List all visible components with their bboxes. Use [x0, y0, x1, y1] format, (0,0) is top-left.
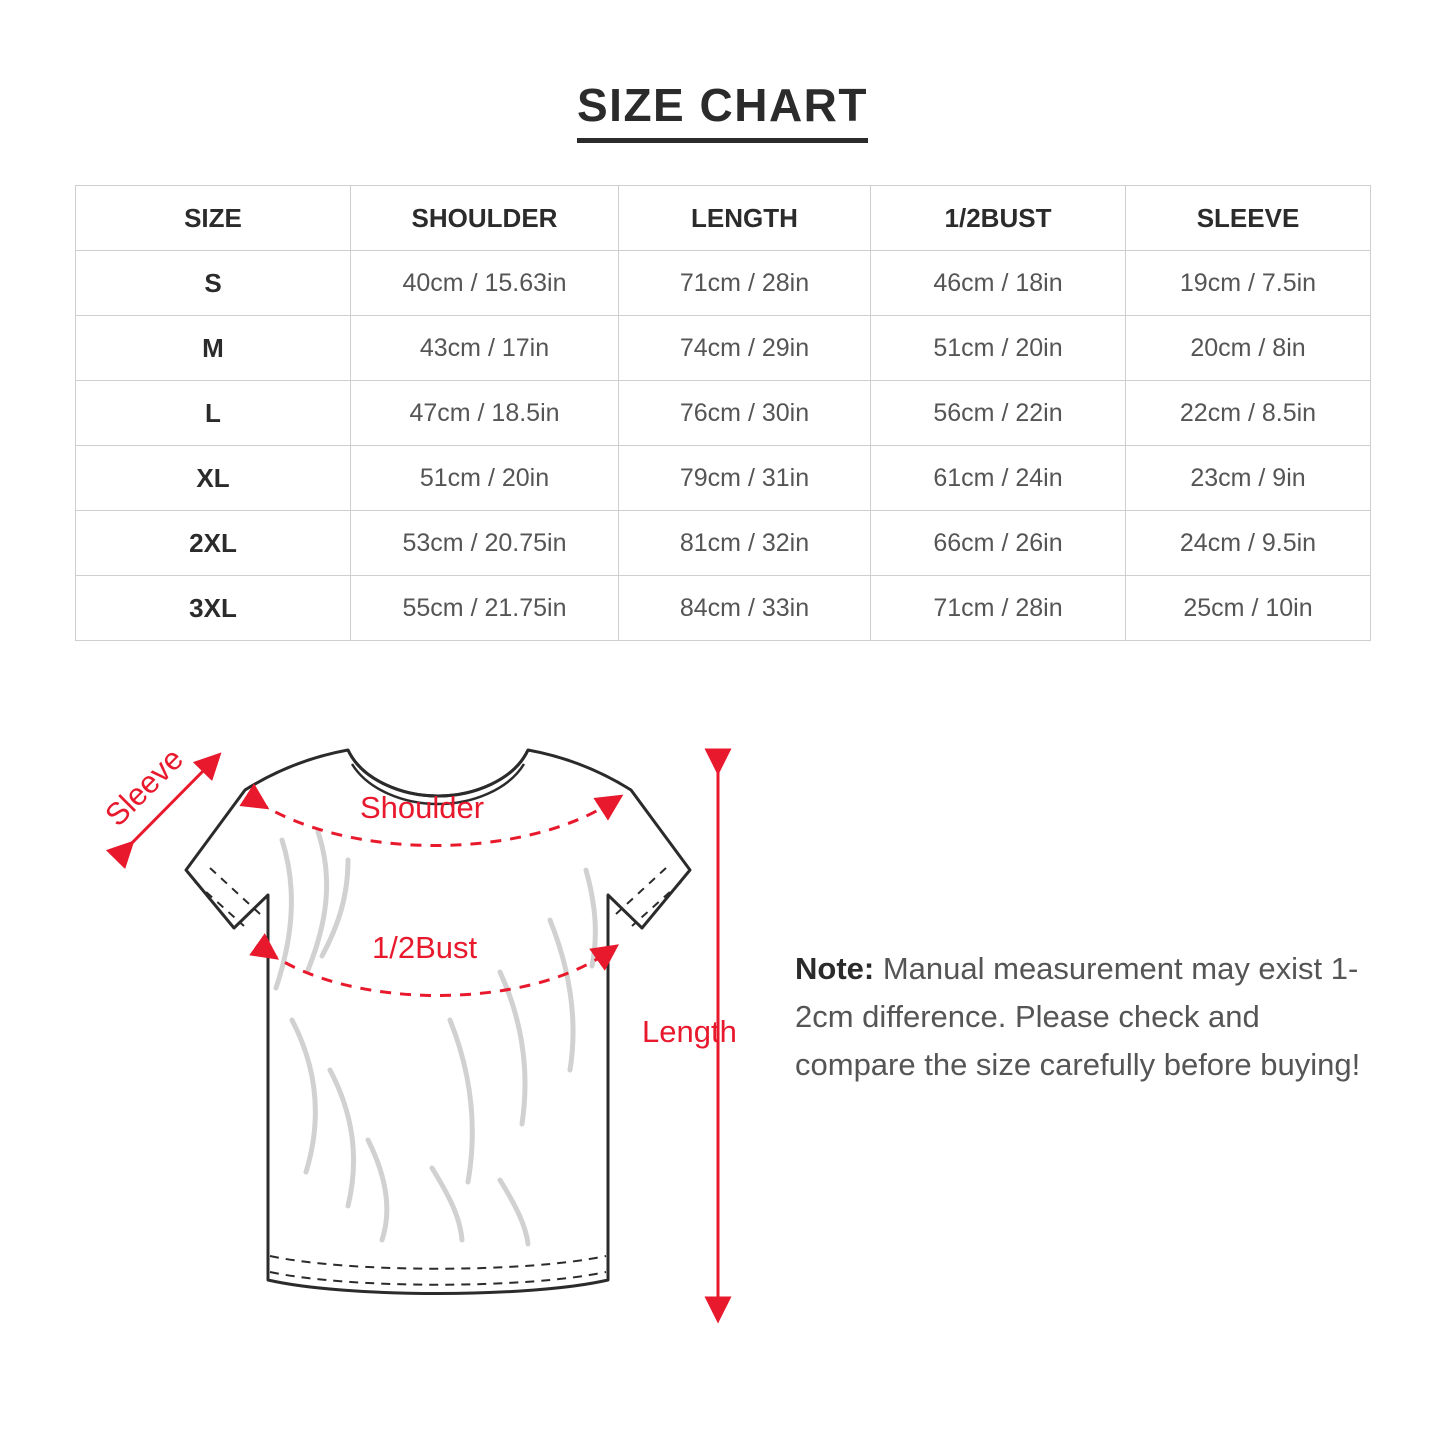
cell-sleeve: 24cm / 9.5in — [1126, 511, 1371, 576]
column-header-sleeve: SLEEVE — [1126, 186, 1371, 251]
column-header-shoulder: SHOULDER — [351, 186, 619, 251]
cell-length: 76cm / 30in — [619, 381, 871, 446]
cell-length: 81cm / 32in — [619, 511, 871, 576]
half-bust-label: 1/2Bust — [372, 930, 478, 965]
cell-size: XL — [76, 446, 351, 511]
cell-sleeve: 20cm / 8in — [1126, 316, 1371, 381]
cell-size: 3XL — [76, 576, 351, 641]
cell-half-bust: 66cm / 26in — [871, 511, 1126, 576]
cell-half-bust: 46cm / 18in — [871, 251, 1126, 316]
table-row — [76, 251, 1371, 316]
column-header-half-bust: 1/2BUST — [871, 186, 1126, 251]
cell-shoulder: 47cm / 18.5in — [351, 381, 619, 446]
cell-size: S — [76, 251, 351, 316]
cell-sleeve: 22cm / 8.5in — [1126, 381, 1371, 446]
note-body: Manual measurement may exist 1-2cm difference. Please check and compare the size carefully before buying! — [795, 951, 1361, 1083]
cell-shoulder: 53cm / 20.75in — [351, 511, 619, 576]
cell-half-bust: 51cm / 20in — [871, 316, 1126, 381]
size-chart-table-container — [75, 185, 1370, 641]
column-header-size: SIZE — [76, 186, 351, 251]
cell-shoulder: 43cm / 17in — [351, 316, 619, 381]
cell-half-bust: 56cm / 22in — [871, 381, 1126, 446]
cell-length: 74cm / 29in — [619, 316, 871, 381]
page-title: SIZE CHART — [577, 78, 868, 143]
cell-half-bust: 71cm / 28in — [871, 576, 1126, 641]
cell-shoulder: 40cm / 15.63in — [351, 251, 619, 316]
cell-length: 79cm / 31in — [619, 446, 871, 511]
table-row — [76, 511, 1371, 576]
length-label: Length — [642, 1014, 737, 1049]
column-header-length: LENGTH — [619, 186, 871, 251]
table-row — [76, 576, 1371, 641]
cell-sleeve: 25cm / 10in — [1126, 576, 1371, 641]
shoulder-label: Shoulder — [360, 790, 485, 825]
cell-length: 84cm / 33in — [619, 576, 871, 641]
measurement-diagram-area — [0, 700, 1445, 1445]
tshirt-diagram — [30, 720, 790, 1360]
size-chart-table — [75, 185, 1371, 641]
note-label: Note: — [795, 951, 875, 986]
cell-sleeve: 19cm / 7.5in — [1126, 251, 1371, 316]
cell-shoulder: 51cm / 20in — [351, 446, 619, 511]
cell-length: 71cm / 28in — [619, 251, 871, 316]
cell-shoulder: 55cm / 21.75in — [351, 576, 619, 641]
table-row — [76, 381, 1371, 446]
table-header-row — [76, 186, 1371, 251]
cell-size: M — [76, 316, 351, 381]
cell-sleeve: 23cm / 9in — [1126, 446, 1371, 511]
cell-size: L — [76, 381, 351, 446]
page-title-container — [0, 0, 1445, 143]
table-row — [76, 446, 1371, 511]
sleeve-label: Sleeve — [98, 741, 190, 833]
table-row — [76, 316, 1371, 381]
cell-half-bust: 61cm / 24in — [871, 446, 1126, 511]
cell-size: 2XL — [76, 511, 351, 576]
tshirt-outline — [186, 750, 690, 1294]
note-text-block — [795, 945, 1375, 1089]
